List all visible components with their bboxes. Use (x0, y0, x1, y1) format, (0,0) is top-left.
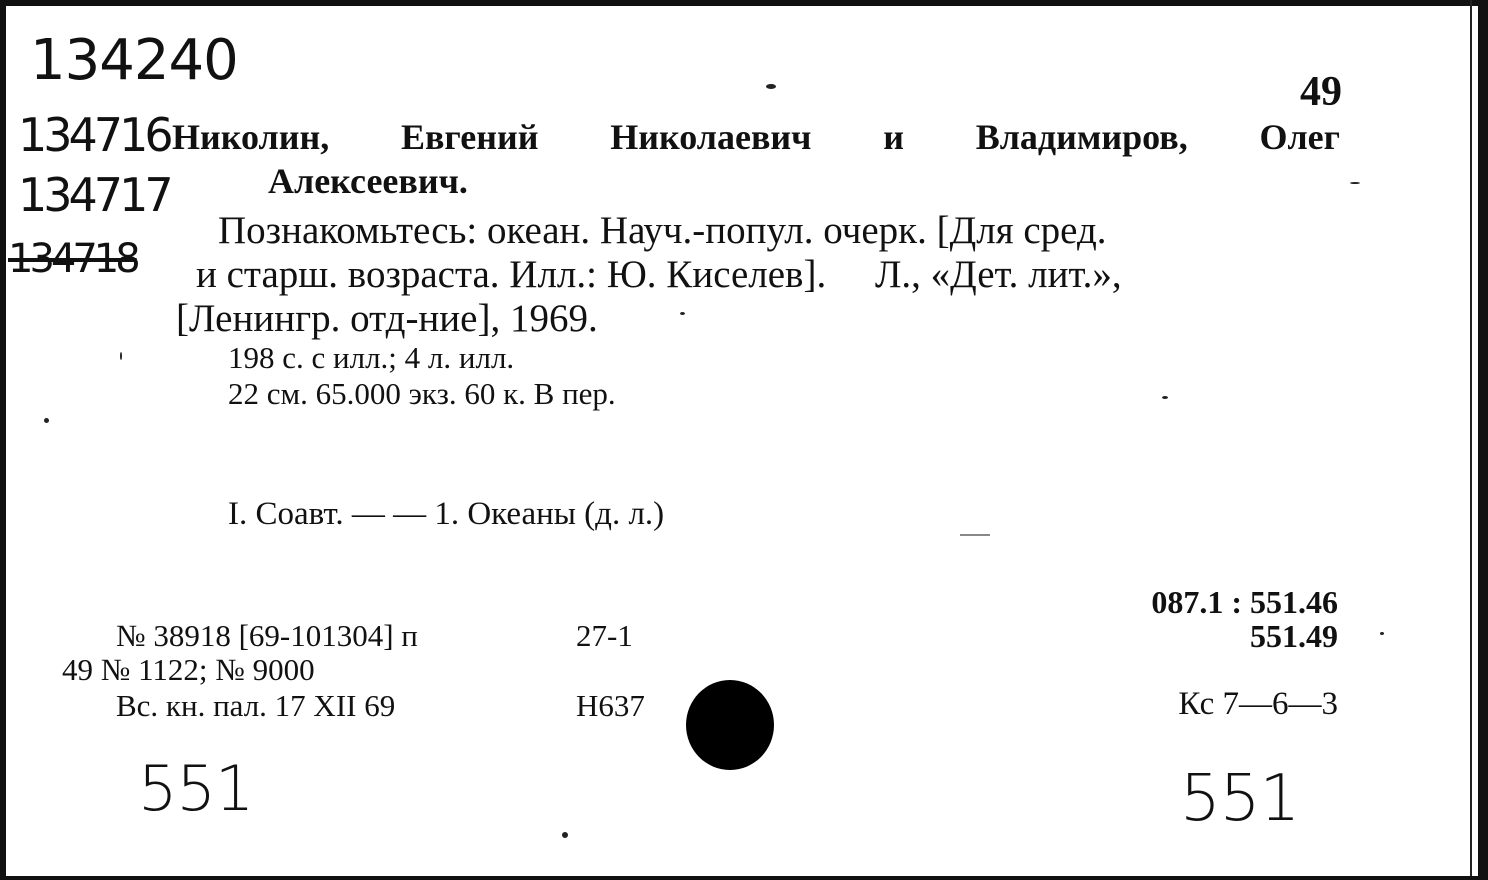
card-edge-left (0, 0, 6, 880)
card-edge-bottom (0, 876, 1488, 880)
registration-line-1: № 38918 [69-101304] п (116, 618, 418, 653)
title-line-3: [Ленингр. отд-ние], 1969. (176, 297, 598, 340)
card-code-2: Н637 (576, 688, 645, 723)
scan-speck (562, 832, 568, 838)
punch-hole (686, 680, 774, 770)
handwritten-class-right: 551 (1180, 762, 1300, 836)
author-heading-continued: Алексеевич. (268, 161, 468, 201)
udc-code-1: 087.1 : 551.46 (1151, 584, 1338, 620)
handwritten-inventory-number-2: 134716 (18, 108, 170, 162)
udc-code-2: 551.49 (1250, 618, 1338, 654)
scan-speck (766, 84, 776, 89)
kc-code: Кс 7—6—3 (1178, 686, 1338, 722)
tracings-line: I. Соавт. — — 1. Океаны (д. л.) (228, 496, 665, 532)
collation-line-1: 198 с. с илл.; 4 л. илл. (228, 340, 515, 375)
title-line-1: Познакомьтесь: океан. Науч.-попул. очерк. [Для сред. (218, 209, 1107, 252)
page-number: 49 (1300, 69, 1342, 115)
scan-speck (120, 352, 122, 360)
card-edge-right-line (1470, 0, 1472, 880)
registration-line-2: 49 № 1122; № 9000 (62, 652, 315, 687)
card-edge-top (0, 0, 1488, 6)
scan-speck (960, 534, 990, 536)
scan-speck (44, 418, 49, 423)
handwritten-inventory-number-struck: 134718 (8, 236, 137, 282)
scan-speck (1350, 182, 1360, 184)
handwritten-class-left: 551 (138, 752, 254, 825)
author-heading: Николин, Евгений Николаевич и Владимиров, Олег (172, 117, 1340, 157)
collation-line-2: 22 см. 65.000 экз. 60 к. В пер. (228, 376, 616, 411)
handwritten-inventory-number-3: 134717 (18, 168, 170, 222)
scan-speck (1162, 396, 1168, 399)
handwritten-inventory-number-1: 134240 (30, 28, 238, 93)
scan-speck (680, 312, 685, 315)
card-code-1: 27-1 (576, 618, 633, 653)
registration-line-3: Вс. кн. пал. 17 XII 69 (116, 688, 396, 723)
card-edge-right (1478, 0, 1488, 880)
scan-speck (1380, 632, 1384, 635)
title-line-2: и старш. возраста. Илл.: Ю. Киселев]. Л., «Дет. лит.», (196, 253, 1122, 296)
